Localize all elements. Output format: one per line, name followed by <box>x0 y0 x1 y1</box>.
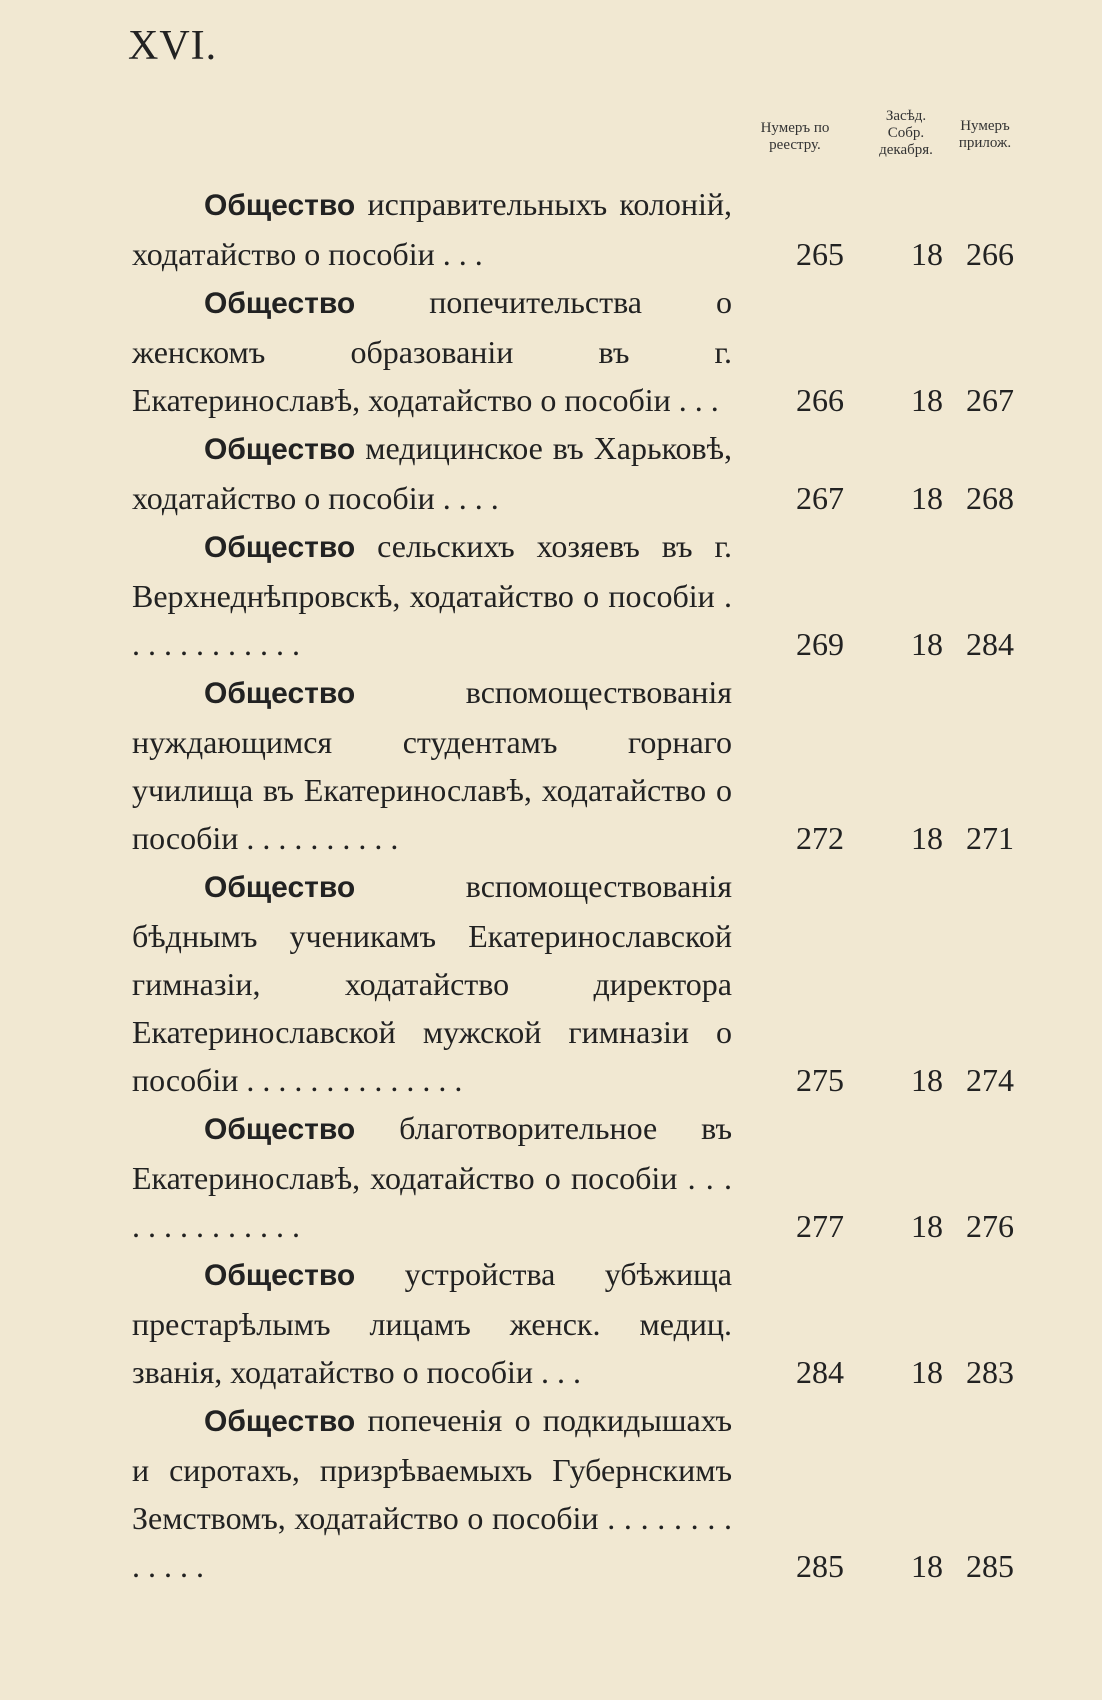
entry-appendix-number: 284 <box>966 626 1014 662</box>
entry-title: Общество <box>204 189 356 222</box>
entry-title: Общество <box>204 1405 356 1438</box>
entry-text <box>132 424 732 522</box>
entry-text <box>132 668 732 862</box>
entry-appendix-number: 266 <box>966 236 1014 272</box>
entry-appendix-number: 271 <box>966 820 1014 856</box>
entry-appendix-number: 283 <box>966 1354 1014 1390</box>
entry-description: попечительства о женскомъ образованіи въ г. Екатеринославѣ, ходатайство о пособіи . . . <box>132 284 733 418</box>
index-entry <box>0 522 1102 668</box>
entry-registry-number: 285 <box>796 1548 844 1584</box>
page-number: XVI. <box>128 23 218 69</box>
entry-text <box>132 862 732 1104</box>
entry-appendix-number: 276 <box>966 1208 1014 1244</box>
index-entry <box>0 668 1102 862</box>
entry-session-day: 18 <box>911 820 943 856</box>
entry-description: исправительныхъ колоній, ходатайство о пособіи . . . <box>132 186 733 272</box>
entry-description: вспомоществованія нуждающимся студентамъ горнаго училища въ Екатеринославѣ, ходатайство о пособіи . . . . . . . . . . <box>132 674 732 856</box>
entry-registry-number: 277 <box>796 1208 844 1244</box>
entry-registry-number: 265 <box>796 236 844 272</box>
entry-text <box>132 278 732 424</box>
entry-appendix-number: 267 <box>966 382 1014 418</box>
entry-session-day: 18 <box>911 626 943 662</box>
entry-description: вспомоществованія бѣднымъ ученикамъ Екатеринославской гимназіи, ходатайство директора Екатеринославской мужской гимназіи о пособіи . . . . . . . . . . . . . . <box>132 868 732 1098</box>
entry-registry-number: 267 <box>796 480 844 516</box>
header-registry-number: Нумеръ по реестру. <box>760 120 830 153</box>
entry-description: сельскихъ хозяевъ въ г. Верхнеднѣпровскѣ, ходатайство о пособіи . . . . . . . . . . . . <box>132 528 733 662</box>
entry-appendix-number: 268 <box>966 480 1014 516</box>
entry-title: Общество <box>204 1113 356 1146</box>
entry-text <box>132 1250 732 1396</box>
index-entry <box>0 1250 1102 1396</box>
index-entry <box>0 1396 1102 1590</box>
entry-description: попеченія о подкидышахъ и сиротахъ, призрѣваемыхъ Губернскимъ Земствомъ, ходатайство о пособіи . . . . . . . . . . . . . <box>132 1402 732 1584</box>
entry-description: благотворительное въ Екатеринославѣ, ходатайство о пособіи . . . . . . . . . . . . . . <box>132 1110 733 1244</box>
entry-session-day: 18 <box>911 236 943 272</box>
entry-registry-number: 275 <box>796 1062 844 1098</box>
index-entries <box>0 180 1102 1590</box>
header-appendix-number: Нумеръ прилож. <box>958 118 1012 151</box>
entry-title: Общество <box>204 531 356 564</box>
entry-session-day: 18 <box>911 1548 943 1584</box>
entry-description: медицинское въ Харьковѣ, ходатайство о пособіи . . . . <box>132 430 733 516</box>
entry-session-day: 18 <box>911 1208 943 1244</box>
entry-title: Общество <box>204 871 356 904</box>
index-entry <box>0 180 1102 278</box>
entry-session-day: 18 <box>911 382 943 418</box>
entry-title: Общество <box>204 1259 356 1292</box>
entry-session-day: 18 <box>911 1354 943 1390</box>
entry-text <box>132 180 732 278</box>
entry-session-day: 18 <box>911 480 943 516</box>
entry-title: Общество <box>204 433 356 466</box>
entry-registry-number: 269 <box>796 626 844 662</box>
entry-text <box>132 1104 732 1250</box>
entry-text <box>132 1396 732 1590</box>
index-entry <box>0 862 1102 1104</box>
entry-registry-number: 272 <box>796 820 844 856</box>
header-session-date: Засѣд. Собр. декабря. <box>879 108 933 158</box>
entry-registry-number: 266 <box>796 382 844 418</box>
index-entry <box>0 278 1102 424</box>
index-entry <box>0 424 1102 522</box>
entry-registry-number: 284 <box>796 1354 844 1390</box>
entry-title: Общество <box>204 287 356 320</box>
entry-description: устройства убѣжища престарѣлымъ лицамъ женск. медиц. званія, ходатайство о пособіи . . . <box>132 1256 732 1390</box>
index-entry <box>0 1104 1102 1250</box>
entry-text <box>132 522 732 668</box>
entry-title: Общество <box>204 677 356 710</box>
entry-appendix-number: 274 <box>966 1062 1014 1098</box>
entry-session-day: 18 <box>911 1062 943 1098</box>
entry-appendix-number: 285 <box>966 1548 1014 1584</box>
